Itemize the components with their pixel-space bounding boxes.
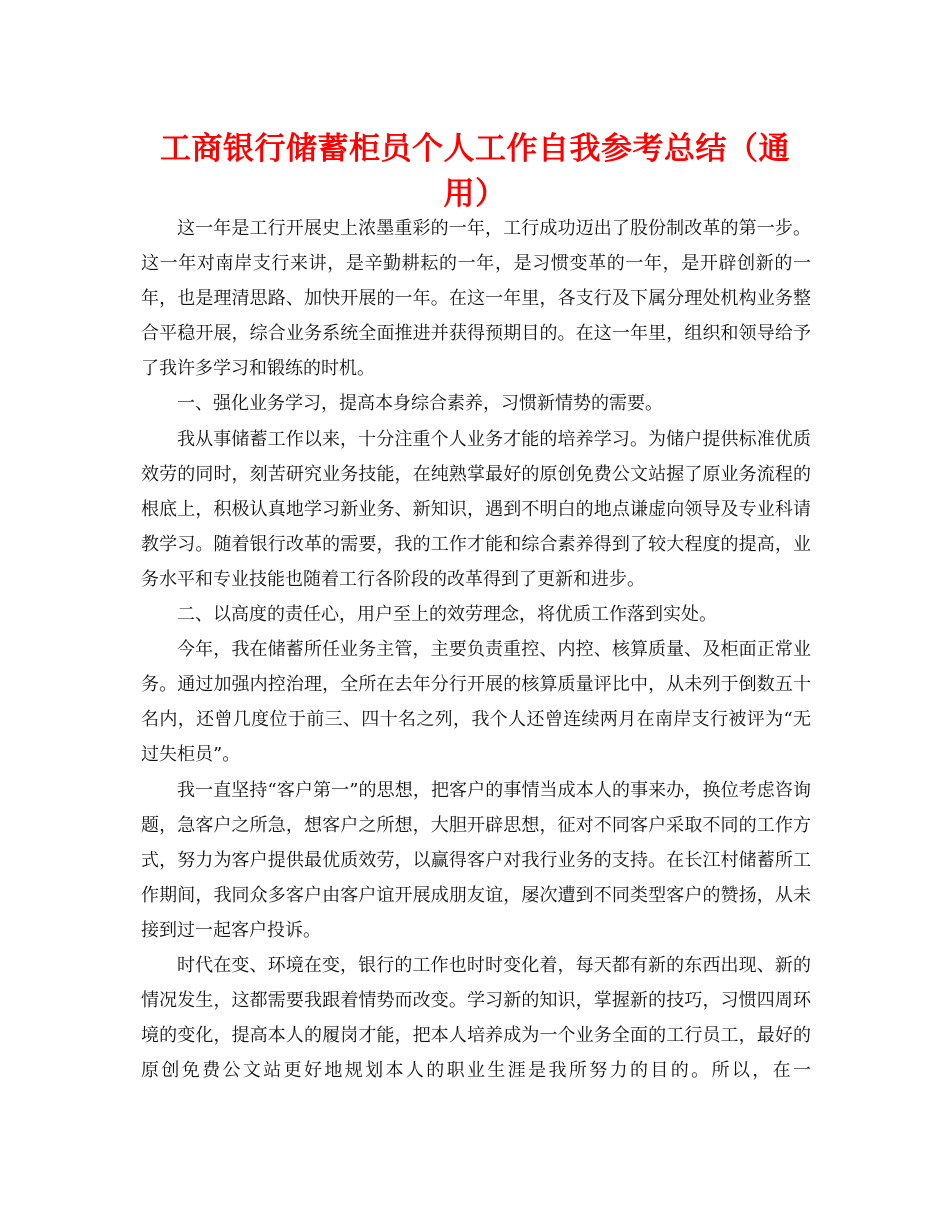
paragraph-heading-1: 一、强化业务学习，提高本身综合素养，习惯新情势的需要。 — [177, 393, 663, 415]
document-title: 工商银行储蓄柜员个人工作自我参考总结（通用） — [160, 131, 790, 212]
paragraph-supervisor: 今年，我在储蓄所任业务主管，主要负责重控、内控、核算质量、及柜面正常业务。通过加强内控治理，全所在去年分行开展的核算质量评比中，从未列于倒数五十名内，还曾几度位于前三、四十名之列，我个人还曾连续两月在南岸支行被评为“无过失柜员”。 — [141, 639, 811, 766]
paragraph-study: 我从事储蓄工作以来，十分注重个人业务才能的培养学习。为储户提供标准优质效劳的同时，刻苦研究业务技能，在纯熟掌最好的原创免费公文站握了原业务流程的根底上，积极认真地学习新业务、新知识，遇到不明白的地点谦虚向领导及专业科请教学习。随着银行改革的需要，我的工作才能和综合素养得到了较大程度的提高，业务水平和专业技能也随着工行各阶段的改革得到了更新和进步。 — [141, 428, 811, 590]
paragraph-heading-2: 二、以高度的责任心，用户至上的效劳理念，将优质工作落到实处。 — [177, 604, 717, 626]
paragraph-customer: 我一直坚持“客户第一”的思想，把客户的事情当成本人的事来办，换位考虑咨询题，急客户之所急，想客户之所想，大胆开辟思想，征对不同客户采取不同的工作方式，努力为客户提供最优质效劳，以赢得客户对我行业务的支持。在长江村储蓄所工作期间，我同众多客户由客户谊开展成朋友谊，屡次遭到不同类型客户的赞扬，从未接到过一起客户投诉。 — [141, 779, 811, 941]
document-body — [141, 211, 811, 1088]
paragraph-change: 时代在变、环境在变，银行的工作也时时变化着，每天都有新的东西出现、新的情况发生，这都需要我跟着情势而改变。学习新的知识，掌握新的技巧，习惯四周环境的变化，提高本人的履岗才能，把本人培养成为一个业务全面的工行员工，最好的原创免费公文站更好地规划本人的职业生涯是我所努力的目的。所以，在一 — [141, 954, 811, 1082]
paragraph-intro: 这一年是工行开展史上浓墨重彩的一年，工行成功迈出了股份制改革的第一步。这一年对南岸支行来讲，是辛勤耕耘的一年，是习惯变革的一年，是开辟创新的一年，也是理清思路、加快开展的一年。在这一年里，各支行及下属分理处机构业务整合平稳开展，综合业务系统全面推进并获得预期目的。在这一年里，组织和领导给予了我许多学习和锻练的时机。 — [141, 218, 811, 380]
